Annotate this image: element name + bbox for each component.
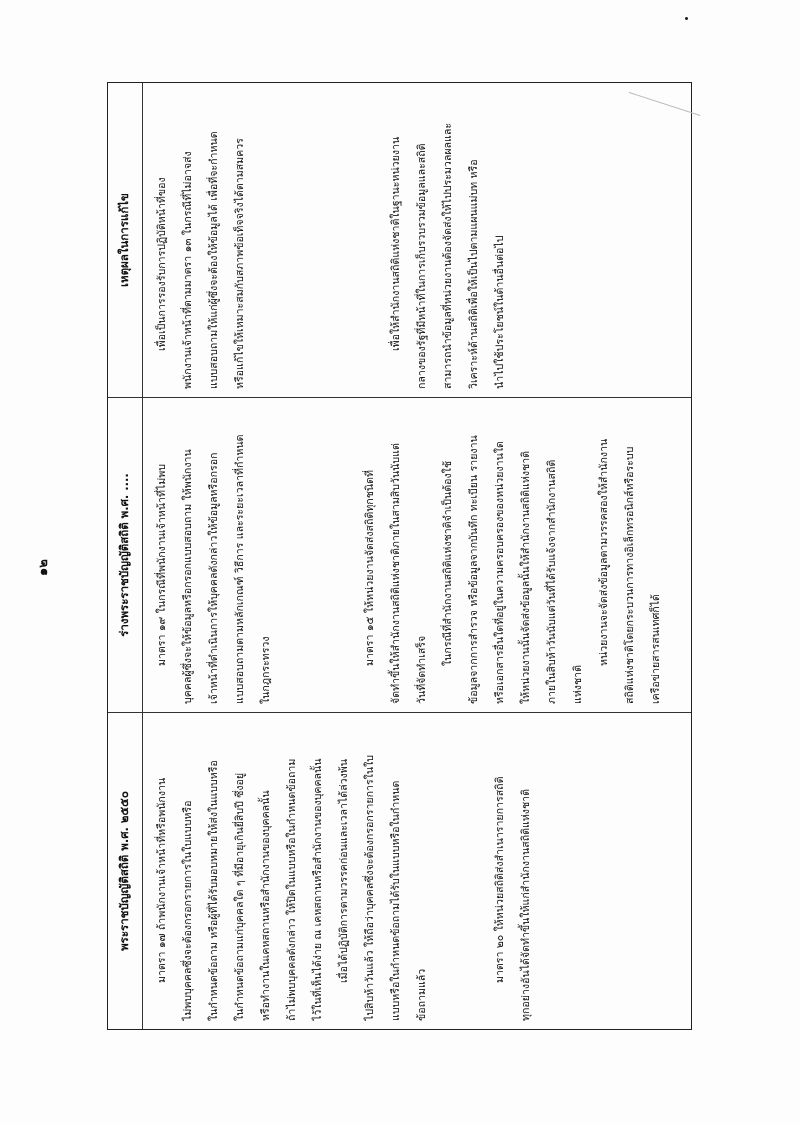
text-line: สถิติแห่งชาติโดยกระบวนการทางอิเล็กทรอนิกส์หรือระบบ: [624, 446, 636, 704]
text-line: ในกฎกระทรวง: [260, 636, 272, 704]
text-line: นำไปใช้ประโยชน์ในด้านอื่นต่อไป: [494, 235, 506, 389]
text-line: เครือข่ายสารสนเทศก็ได้: [650, 594, 662, 704]
column-current-act: [108, 712, 691, 1029]
text-line: เพื่อให้สำนักงานสถิติแห่งชาติในฐานะหน่วยงาน: [390, 136, 402, 351]
text-line: สามารถนำข้อมูลที่หน่วยงานต้องจัดส่งให้ไปประมวลผลและ: [442, 122, 454, 389]
text-line: เมื่อได้ปฏิบัติการตามวรรคก่อนและเวลาได้ล่วงพ้น: [338, 759, 350, 983]
text-line: เจ้าหน้าที่ดำเนินการให้บุคคลดังกล่าวให้ข้อมูลหรือกรอก: [208, 452, 220, 704]
text-line: แบบสอบถามตามหลักเกณฑ์ วิธีการ และระยะเวลาที่กำหนด: [234, 434, 246, 704]
text-line: บุคคลผู้ซึ่งจะให้ข้อมูลหรือกรอกแบบสอบถาม ให้พนักงาน: [182, 449, 194, 704]
text-line: วิเคราะห์ด้านสถิติเพื่อให้เป็นไปตามแผนแม่บท หรือ: [468, 159, 480, 389]
text-line: ในกรณีที่สำนักงานสถิติแห่งชาติจำเป็นต้องใช้: [442, 460, 454, 666]
text-line: หน่วยงานจะจัดส่งข้อมูลตามวรรคสองให้สำนักงาน: [598, 438, 610, 666]
text-line: กลางของรัฐที่มีหน้าที่ในการเก็บรวบรวมข้อมูลและสถิติ: [416, 143, 428, 389]
text-line: จัดทำขึ้นให้สำนักงานสถิติแห่งชาติภายในสามสิบวันนับแต่: [390, 443, 402, 704]
column-reasons: [108, 83, 691, 397]
text-line: แบบสอบถามให้แก่ผู้ซึ่งจะต้องให้ข้อมูลได้ เพื่อที่จะกำหนด: [208, 131, 220, 389]
text-line: หรือแก้ไขให้เหมาะสมกับสภาพข้อเท็จจริงได้ตามสมควร: [234, 138, 246, 389]
text-line: มาตรา ๑๙ ในกรณีที่พนักงานเจ้าหน้าที่ไม่พบ: [156, 464, 168, 666]
text-line: แห่งชาติ: [572, 664, 584, 704]
text-line: มาตรา ๑๕ ให้หน่วยงานจัดส่งสถิติทุกชนิดที่: [364, 469, 376, 666]
text-line: ทุกอย่างอันได้จัดทำขึ้นให้แก่สำนักงานสถิติแห่งชาติ: [520, 789, 532, 1021]
text-line: มาตรา ๒๐ ให้หน่วยสถิติส่งสำเนารายการสถิติ: [494, 776, 506, 983]
text-line: แบบหรือในกำหนดข้อถามได้รับในแบบหรือในกำหนด: [390, 780, 402, 1021]
page-number: ๑๒: [36, 559, 51, 576]
text-line: พนักงานเจ้าหน้าที่ตามมาตรา ๑๓ ในกรณีที่ไม่อาจส่ง: [182, 151, 194, 389]
text-line: วันที่จัดทำเสร็จ: [416, 635, 428, 704]
text-line: ถ้าไม่พบบุคคลดังกล่าว ให้ปิดในแบบหรือในกำหนดข้อถาม: [286, 758, 298, 1021]
column-draft-act: [108, 397, 691, 712]
text-line: ในกำหนดข้อถามแก่บุคคลใด ๆ ที่มีอายุเกินยี่สิบปี ซึ่งอยู่: [234, 772, 246, 1021]
text-line: หรือเอกสารอื่นใดที่อยู่ในความครอบครองของหน่วยงานใด: [494, 441, 506, 704]
text-line: หรือทำงานในเคหสถานหรือสำนักงานของบุคคลนั้น: [260, 790, 272, 1021]
text-line: ข้อถามแล้ว: [416, 968, 428, 1021]
text-line: ภายในสิบห้าวันนับแต่วันที่ได้รับแจ้งจากสำนักงานสถิติ: [546, 459, 558, 704]
header-current-act: พระราชบัญญัติสถิติ พ.ศ. ๒๕๕๐: [108, 713, 143, 1029]
scan-speck: [685, 17, 688, 20]
text-line: ในกำหนดข้อถาม หรือผู้ที่ได้รับมอบหมายให้ส่งในแบบหรือ: [208, 760, 220, 1021]
text-line: ข้อมูลจากการสำรวจ หรือข้อมูลจากบันทึก ทะเบียน รายงาน: [468, 435, 480, 704]
text-line: ให้หน่วยงานนั้นจัดส่งข้อมูลนั้นให้สำนักงานสถิติแห่งชาติ: [520, 450, 532, 704]
text-line: มาตรา ๑๗ ถ้าพนักงานเจ้าหน้าที่หรือพนักงาน: [156, 777, 168, 983]
header-draft-act: ร่างพระราชบัญญัติสถิติ พ.ศ. ....: [108, 398, 143, 712]
text-line: ไปสิบห้าวันแล้ว ให้ถือว่าบุคคลซึ่งจะต้องกรอกรายการในใบ: [364, 755, 376, 1021]
text-line: เพื่อเป็นการรองรับการปฏิบัติหน้าที่ของ: [156, 177, 168, 351]
text-line: ไว้ในที่เห็นได้ง่าย ณ เคหสถานหรือสำนักงานของบุคคลนั้น: [312, 758, 324, 1021]
text-line: ไม่พบบุคคลซึ่งจะต้องกรอกรายการในใบแบบหรือ: [182, 800, 194, 1021]
comparison-table: [107, 82, 692, 1030]
header-reasons: เหตุผลในการแก้ไข: [108, 83, 143, 397]
